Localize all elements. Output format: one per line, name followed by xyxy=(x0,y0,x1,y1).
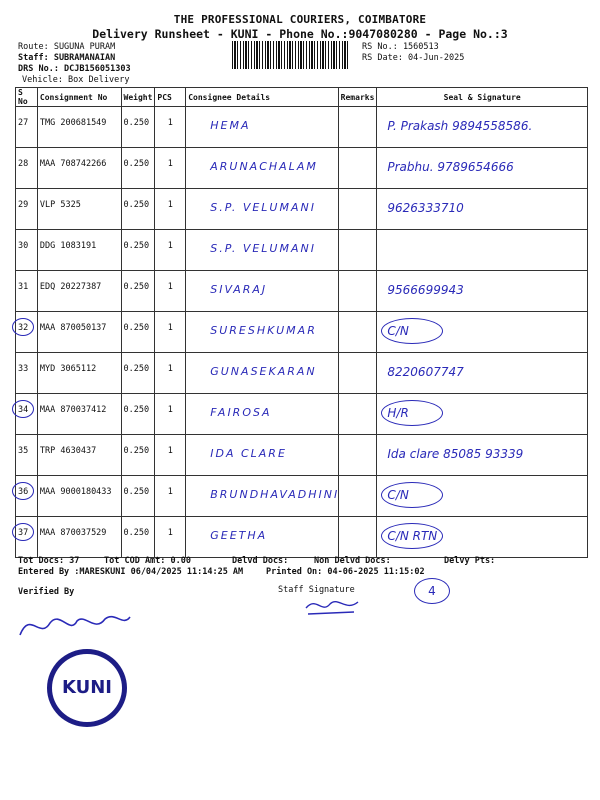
consignee-cell xyxy=(186,394,338,435)
handwritten-signature: C/N xyxy=(387,488,409,502)
remarks-cell xyxy=(338,148,377,189)
handwritten-signature: Prabhu. 9789654666 xyxy=(387,160,514,174)
weight-cell: 0.250 xyxy=(121,517,155,558)
handwritten-name: HEMA xyxy=(210,119,251,132)
entered-by: Entered By :MARESKUNI 06/04/2025 11:14:25 AM xyxy=(18,567,244,577)
table-row xyxy=(16,230,588,271)
seal-circle xyxy=(381,482,443,508)
sno-cell: 27 xyxy=(16,107,38,148)
pcs-cell: 1 xyxy=(155,517,186,558)
weight-cell: 0.250 xyxy=(121,230,155,271)
delvy-pts: Delvy Pts: xyxy=(444,556,496,566)
handwritten-signature: 9626333710 xyxy=(387,201,464,215)
table-header-row xyxy=(16,88,588,107)
remarks-cell xyxy=(338,271,377,312)
table-row xyxy=(16,435,588,476)
consignee-cell xyxy=(186,435,338,476)
consignment-cell: MAA 708742266 xyxy=(37,148,121,189)
handwritten-name: SURESHKUMAR xyxy=(210,324,317,337)
sno-circle xyxy=(12,318,34,336)
handwritten-signature: P. Prakash 9894558586. xyxy=(387,119,533,133)
tot-cod: Tot COD Amt: 0.00 xyxy=(104,556,191,566)
seal-cell xyxy=(377,230,588,271)
seal-circle xyxy=(381,400,443,426)
table-row xyxy=(16,271,588,312)
drs-label: DRS No.: DCJB156051303 xyxy=(18,64,131,74)
consignee-cell xyxy=(186,230,338,271)
runsheet-subtitle: Delivery Runsheet - KUNI - Phone No.:9047080280 - Page No.:3 xyxy=(92,27,508,41)
consignment-cell: EDQ 20227387 xyxy=(37,271,121,312)
pcs-cell: 1 xyxy=(155,394,186,435)
weight-cell: 0.250 xyxy=(121,271,155,312)
handwritten-name: S.P. VELUMANI xyxy=(210,242,316,255)
count-mark: 4 xyxy=(414,578,450,604)
verifier-signature xyxy=(15,605,135,645)
seal-cell xyxy=(377,476,588,517)
seal-cell xyxy=(377,435,588,476)
table-row xyxy=(16,476,588,517)
handwritten-signature: 9566699943 xyxy=(387,283,464,297)
sno-circle xyxy=(12,523,34,541)
sno-cell: 34 xyxy=(16,394,38,435)
rs-no-label: RS No.: 1560513 xyxy=(362,42,439,52)
consignment-cell: TRP 4630437 xyxy=(37,435,121,476)
table-row xyxy=(16,148,588,189)
weight-cell: 0.250 xyxy=(121,476,155,517)
table-row xyxy=(16,107,588,148)
handwritten-name: IDA CLARE xyxy=(210,447,287,460)
remarks-cell xyxy=(338,107,377,148)
handwritten-name: BRUNDHAVADHINI xyxy=(210,488,340,501)
consignee-cell xyxy=(186,148,338,189)
pcs-cell: 1 xyxy=(155,312,186,353)
col-weight: Weight xyxy=(121,88,155,107)
handwritten-name: S.P. VELUMANI xyxy=(210,201,316,214)
handwritten-name: SIVARAJ xyxy=(210,283,268,296)
runsheet-table xyxy=(15,87,588,558)
handwritten-name: FAIROSA xyxy=(210,406,272,419)
rs-date-label: RS Date: 04-Jun-2025 xyxy=(362,53,465,63)
seal-cell xyxy=(377,107,588,148)
seal-circle xyxy=(381,523,443,549)
handwritten-name: GUNASEKARAN xyxy=(210,365,317,378)
handwritten-signature: C/N RTN xyxy=(387,529,438,543)
remarks-cell xyxy=(338,435,377,476)
weight-cell: 0.250 xyxy=(121,107,155,148)
sno-cell: 28 xyxy=(16,148,38,189)
pcs-cell: 1 xyxy=(155,230,186,271)
seal-cell xyxy=(377,271,588,312)
pcs-cell: 1 xyxy=(155,353,186,394)
weight-cell: 0.250 xyxy=(121,312,155,353)
remarks-cell xyxy=(338,476,377,517)
pcs-cell: 1 xyxy=(155,148,186,189)
handwritten-name: GEETHA xyxy=(210,529,268,542)
pcs-cell: 1 xyxy=(155,107,186,148)
table-row xyxy=(16,394,588,435)
seal-cell xyxy=(377,189,588,230)
company-title: THE PROFESSIONAL COURIERS, COIMBATORE xyxy=(173,13,427,26)
sno-circle xyxy=(12,482,34,500)
consignment-cell: MAA 9000180433 xyxy=(37,476,121,517)
staff-signature-label: Staff Signature xyxy=(278,585,355,595)
consignment-cell: MYD 3065112 xyxy=(37,353,121,394)
consignment-cell: VLP 5325 xyxy=(37,189,121,230)
remarks-cell xyxy=(338,353,377,394)
consignee-cell xyxy=(186,517,338,558)
consignee-cell xyxy=(186,189,338,230)
sno-cell: 30 xyxy=(16,230,38,271)
weight-cell: 0.250 xyxy=(121,435,155,476)
handwritten-name: ARUNACHALAM xyxy=(210,160,318,173)
weight-cell: 0.250 xyxy=(121,189,155,230)
col-consignee: Consignee Details xyxy=(186,88,338,107)
consignment-cell: TMG 200681549 xyxy=(37,107,121,148)
col-pcs: PCS xyxy=(155,88,186,107)
pcs-cell: 1 xyxy=(155,271,186,312)
sno-cell: 36 xyxy=(16,476,38,517)
remarks-cell xyxy=(338,230,377,271)
kuni-stamp: KUNI xyxy=(47,649,127,727)
remarks-cell xyxy=(338,394,377,435)
barcode xyxy=(232,41,350,69)
weight-cell: 0.250 xyxy=(121,353,155,394)
consignee-cell xyxy=(186,107,338,148)
sno-cell: 37 xyxy=(16,517,38,558)
table-row xyxy=(16,517,588,558)
handwritten-signature: C/N xyxy=(387,324,409,338)
table-row xyxy=(16,353,588,394)
consignee-cell xyxy=(186,353,338,394)
handwritten-signature: Ida clare 85085 93339 xyxy=(387,447,524,461)
handwritten-signature: H/R xyxy=(387,406,409,420)
printed-on: Printed On: 04-06-2025 11:15:02 xyxy=(266,567,425,577)
col-sno: S No xyxy=(16,88,38,107)
sno-cell: 33 xyxy=(16,353,38,394)
seal-cell xyxy=(377,394,588,435)
remarks-cell xyxy=(338,517,377,558)
table-row xyxy=(16,189,588,230)
pcs-cell: 1 xyxy=(155,435,186,476)
non-delvd-docs: Non Delvd Docs: xyxy=(314,556,391,566)
seal-cell xyxy=(377,312,588,353)
seal-cell xyxy=(377,517,588,558)
remarks-cell xyxy=(338,312,377,353)
sno-cell: 29 xyxy=(16,189,38,230)
weight-cell: 0.250 xyxy=(121,394,155,435)
consignment-cell: MAA 870037412 xyxy=(37,394,121,435)
col-remarks: Remarks xyxy=(338,88,377,107)
consignee-cell xyxy=(186,312,338,353)
delvd-docs: Delvd Docs: xyxy=(232,556,289,566)
verified-by: Verified By xyxy=(18,587,75,597)
vehicle-label: Vehicle: Box Delivery xyxy=(22,75,130,85)
staff-signature xyxy=(302,594,362,619)
consignee-cell xyxy=(186,476,338,517)
col-seal: Seal & Signature xyxy=(377,88,588,107)
tot-docs: Tot Docs: 37 xyxy=(18,556,80,566)
consignment-cell: DDG 1083191 xyxy=(37,230,121,271)
seal-cell xyxy=(377,148,588,189)
staff-label: Staff: SUBRAMANAIAN xyxy=(18,53,116,63)
weight-cell: 0.250 xyxy=(121,148,155,189)
sno-circle xyxy=(12,400,34,418)
route-label: Route: SUGUNA PURAM xyxy=(18,42,116,52)
seal-circle xyxy=(381,318,443,344)
handwritten-signature: 8220607747 xyxy=(387,365,464,379)
pcs-cell: 1 xyxy=(155,476,186,517)
pcs-cell: 1 xyxy=(155,189,186,230)
sno-cell: 31 xyxy=(16,271,38,312)
sno-cell: 32 xyxy=(16,312,38,353)
consignment-cell: MAA 870037529 xyxy=(37,517,121,558)
consignment-cell: MAA 870050137 xyxy=(37,312,121,353)
consignee-cell xyxy=(186,271,338,312)
seal-cell xyxy=(377,353,588,394)
sno-cell: 35 xyxy=(16,435,38,476)
remarks-cell xyxy=(338,189,377,230)
col-consignment: Consignment No xyxy=(37,88,121,107)
table-row xyxy=(16,312,588,353)
